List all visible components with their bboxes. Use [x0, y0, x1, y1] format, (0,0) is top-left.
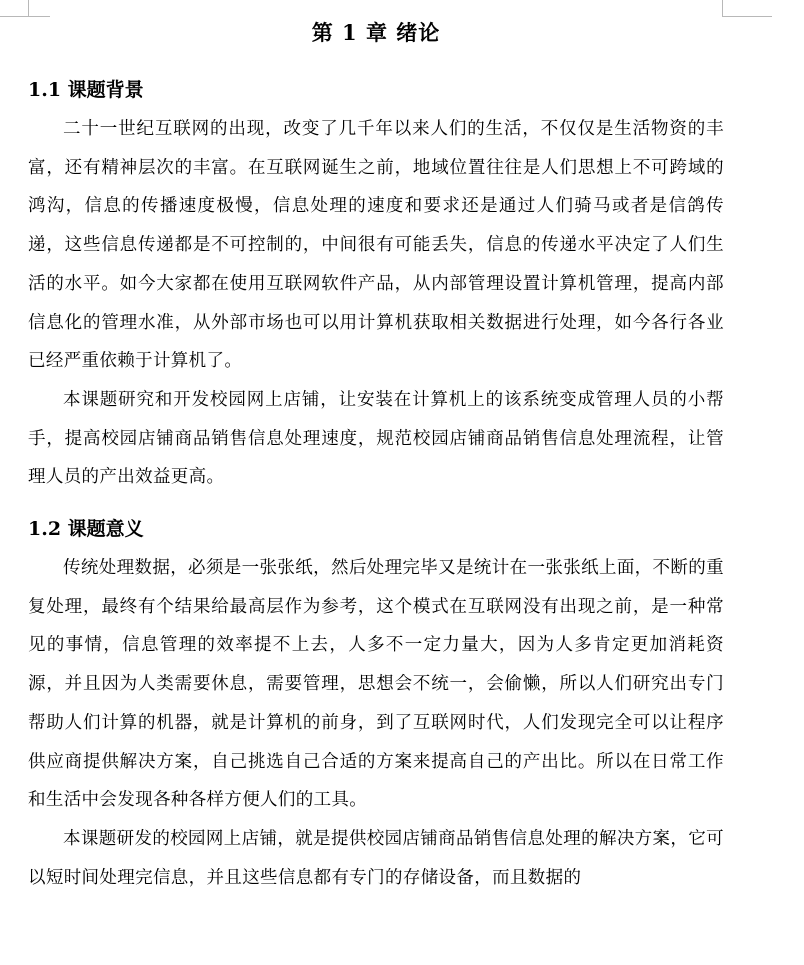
section-heading-background: 1.1 课题背景: [28, 79, 144, 101]
document-page: [28, 14, 724, 897]
paragraph-background-1: 二十一世纪互联网的出现，改变了几千年以来人们的生活，不仅仅是生活物资的丰富，还有精神层次的丰富。在互联网诞生之前，地域位置往往是人们思想上不可跨域的鸿沟，信息的传播速度极慢，信息处理的速度和要求还是通过人们骑马或者是信鸽传递，这些信息传递都是不可控制的，中间很有可能丢失，信息的传递水平决定了人们生活的水平。如今大家都在使用互联网软件产品，从内部管理设置计算机管理，提高内部信息化的管理水准，从外部市场也可以用计算机获取相关数据进行处理，如今各行各业已经严重依赖于计算机了。: [28, 119, 724, 372]
paragraph-background-2: 本课题研究和开发校园网上店铺，让安装在计算机上的该系统变成管理人员的小帮手，提高校园店铺商品销售信息处理速度，规范校园店铺商品销售信息处理流程，让管理人员的产出效益更高。: [28, 389, 724, 488]
paragraph-significance-2: 本课题研发的校园网上店铺，就是提供校园店铺商品销售信息处理的解决方案，它可以短时间处理完信息，并且这些信息都有专门的存储设备，而且数据的: [28, 828, 724, 888]
section-heading-significance: 1.2 课题意义: [28, 518, 144, 541]
paragraph-significance-1: 传统处理数据，必须是一张张纸，然后处理完毕又是统计在一张张纸上面，不断的重复处理，最终有个结果给最高层作为参考，这个模式在互联网没有出现之前，是一种常见的事情，信息管理的效率提不上去，人多不一定力量大，因为人多肯定更加消耗资源，并且因为人类需要休息，需要管理，思想会不统一，会偷懒，所以人们研究出专门帮助人们计算的机器，就是计算机的前身，到了互联网时代，人们发现完全可以让程序供应商提供解决方案，自己挑选自己合适的方案来提高自己的产出比。所以在日常工作和生活中会发现各种各样方便人们的工具。: [28, 558, 724, 811]
page-corner-mark-right-h: [722, 16, 772, 17]
chapter-title: 第 1 章 绪论: [311, 20, 441, 45]
